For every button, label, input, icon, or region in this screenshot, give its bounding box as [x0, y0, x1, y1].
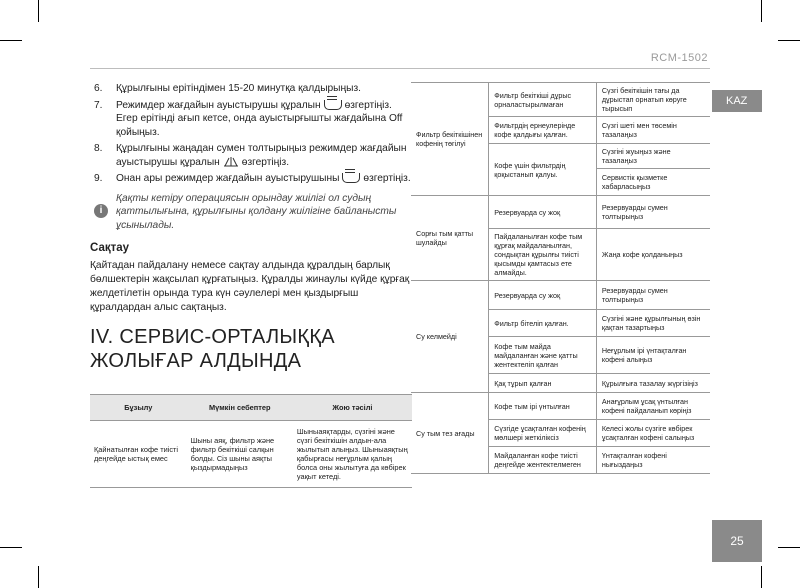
cup-icon — [342, 173, 360, 183]
info-note: i Қақты кетіру операциясын орындау жиілігі ол судың қаттылығына, құрылғыны қолдану жиілігіне байланысты ұсынылады. — [90, 192, 412, 233]
troubleshoot-table-right — [411, 82, 710, 474]
section-title: IV. СЕРВИС-ОРТАЛЫҚҚА ЖОЛЫҒАР АЛДЫНДА — [90, 325, 335, 372]
header-divider — [90, 68, 710, 69]
step-8: 8. Құрылғыны жаңадан сумен толтырыңыз режимдер жағдайын ауыстырушы құралын өзгертіңіз. — [94, 143, 407, 168]
table-row: Су келмейді Резервуарда су жоқ Резервуарды сумен толтырыңыз — [411, 281, 710, 310]
table-row: Қақ тұрып қалған Құрылғыға тазалау жүргізіңіз — [411, 374, 710, 393]
cup-icon — [324, 100, 342, 110]
info-icon: i — [94, 204, 108, 218]
table-row: Кофе тым майда майдаланған және қатты жентектеліп қалған Неғұрлым ірі үнтақталған кофені алыңыз — [411, 337, 710, 374]
model-number: RCM-1502 — [650, 52, 708, 64]
page-number: 25 — [712, 520, 762, 562]
table-row: Қайнатылған кофе тиісті деңгейде ыстық емес Шыны аяқ, фильтр және фильтр бекіткіші салқын болды. Сіз шыны аяқты қыздырмадыңыз Шыныаяқтарды, сүзгіні және сүзгі бекіткішін алдын-ала жылытып алыңыз. Шыныаяқтың қабырғасы неғұрлым қалың болса оны жылытуға да көбірек уақыт кетеді. — [90, 421, 412, 488]
table-row: Фильтр бекіткішінен кофенің төгілуі Фильтр бекіткіші дұрыс орналастырылмаған Сүзгі бекіткішін тағы да дұрыстап орнатып көруге тырысып — [411, 83, 710, 117]
steam-icon — [223, 156, 239, 167]
step-9: 9. Онан ары режимдер жағдайын ауыстырушыны өзгертіңіз. — [94, 173, 411, 184]
table-row: Фильтр бітеліп қалған. Сүзгіні және құрылғының өзін қақтан тазартыңыз — [411, 310, 710, 337]
col-header-fault: Бұзылу — [90, 395, 187, 421]
table-row: Пайдаланылған кофе тым құрғақ майдаланылған, сондықтан құрылғы тиісті қысымды қамтасыз ете алмайды. Жаңа кофе қолданыңыз — [411, 229, 710, 281]
table-row: Сервистік қызметке хабарласыңыз — [411, 169, 710, 196]
col-header-cause: Мүмкін себептер — [187, 395, 293, 421]
step-6: 6. Құрылғыны ерітіндімен 15-20 минутқа қалдырыңыз. — [94, 83, 361, 94]
storage-heading: Сақтау — [90, 242, 130, 254]
table-row: Су тым тез ағады Кофе тым ірі үнтылған Анағұрлым ұсақ үнтылған кофені пайдаланып көріңіз — [411, 393, 710, 420]
storage-text: Қайтадан пайдалану немесе сақтау алдында құралдың барлық бөлшектерін жақсылап құрғатыңыз. Құралды жинаулы күйде құрғақ желдетілетін орында тура күн сәулелері мен қыздырғыш құралдардан алыс сақтаңыз. — [90, 259, 410, 313]
table-row: Фильтрдің ернеулерінде кофе қалдығы қалған. Сүзгі шеті мен төсемін тазалаңыз — [411, 117, 710, 144]
table-row: Кофе үшін фильтрдің қоқыстанып қалуы. Сүзгіні жуыңыз және тазалаңыз — [411, 144, 710, 169]
table-row: Сүзгіде ұсақталған кофенің мөлшері жеткіліксіз Келесі жолы сүзгіге көбірек ұсақталған кофені салыңыз — [411, 420, 710, 447]
step-7: 7. Режимдер жағдайын ауыстырушы құралын өзгертіңіз. Егер ерітінді ағып кетсе, онда ауыстырғышты жағдайына Off қойыңыз. — [94, 99, 403, 138]
table-row: Сорғы тым қатты шулайды Резервуарда су жоқ Резервуарды сумен толтырыңыз — [411, 196, 710, 229]
left-column — [90, 82, 412, 373]
table-row: Майдаланған кофе тиісті деңгейде жентектелмеген Үнтақталған кофені нығыздаңыз — [411, 447, 710, 474]
col-header-fix: Жою тәсілі — [293, 395, 412, 421]
language-tab: KAZ — [712, 90, 762, 112]
troubleshoot-table-left — [90, 394, 412, 488]
